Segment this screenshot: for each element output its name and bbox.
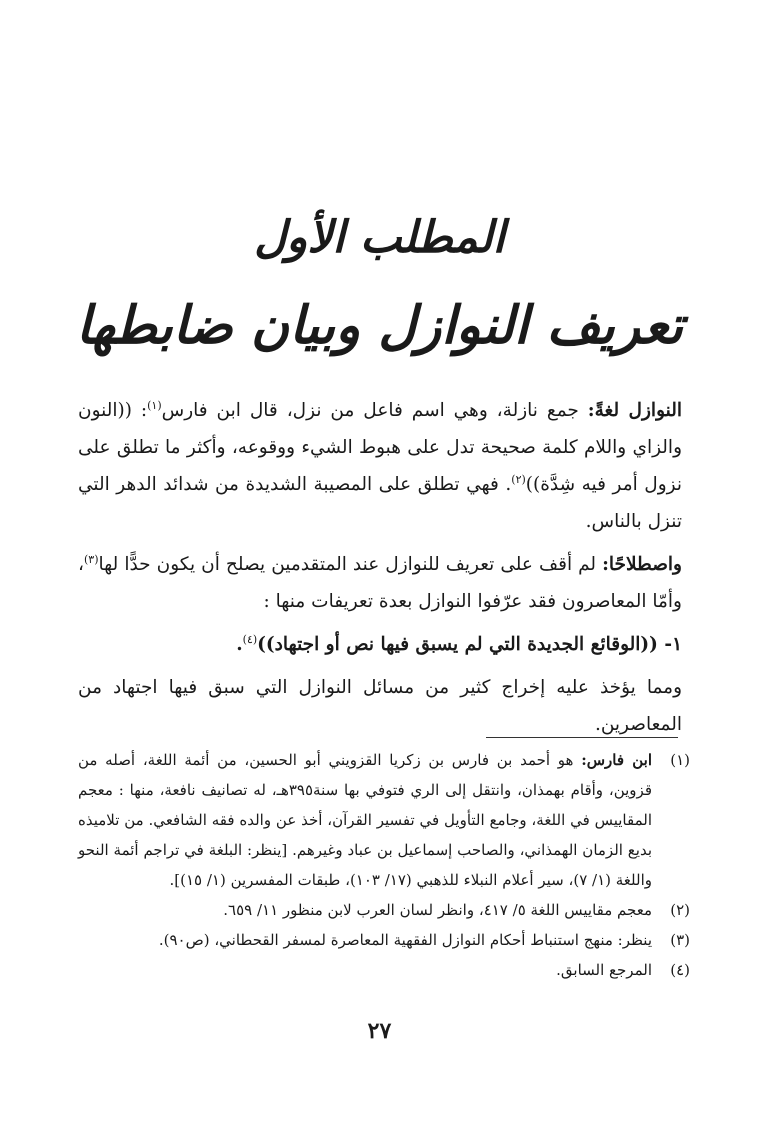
definition-item-1 bbox=[78, 626, 682, 663]
footnote-number: (١) bbox=[670, 751, 690, 769]
footnote bbox=[78, 895, 690, 925]
footnote bbox=[78, 925, 690, 955]
footnote-text bbox=[78, 745, 652, 895]
text-segment: . bbox=[236, 634, 243, 655]
footnote-number: (٤) bbox=[670, 961, 690, 979]
footnote-number: (٢) bbox=[670, 901, 690, 919]
paragraph-technical-definition bbox=[78, 546, 682, 620]
definition-text: ١- ((الوقائع الجديدة التي لم يسبق فيها نص أو اجتهاد)) bbox=[257, 634, 682, 655]
footnotes bbox=[78, 745, 690, 985]
footnote-ref[interactable]: (٢) bbox=[511, 472, 526, 486]
paragraph-linguistic-definition bbox=[78, 392, 682, 540]
paragraph-critique: ومما يؤخذ عليه إخراج كثير من مسائل النوازل التي سبق فيها اجتهاد من المعاصرين. bbox=[78, 677, 682, 735]
footnote-body: معجم مقاييس اللغة ٥/ ٤١٧، وانظر لسان العرب لابن منظور ١١/ ٦٥٩. bbox=[223, 901, 652, 919]
text-segment: : ((النون والزاي واللام كلمة صحيحة تدل على هبوط الشيء ووقوعه، وأكثر ما تطلق على نزول أمر فيه شِدَّة)) bbox=[78, 400, 682, 495]
footnote-body: ينظر: منهج استنباط أحكام النوازل الفقهية المعاصرة لمسفر القحطاني، (ص٩٠). bbox=[158, 931, 652, 949]
main-text bbox=[78, 392, 682, 743]
footnote bbox=[78, 745, 690, 895]
footnote-term: ابن فارس: bbox=[581, 751, 652, 769]
footnote-number: (٣) bbox=[670, 931, 690, 949]
footnote-ref[interactable]: (٣) bbox=[83, 552, 99, 566]
footnote-ref[interactable]: (١) bbox=[147, 398, 162, 412]
footnote-ref[interactable]: (٤) bbox=[242, 632, 258, 646]
text-segment: جمع نازلة، وهي اسم فاعل من نزل، قال ابن فارس bbox=[161, 400, 588, 421]
text-segment: . فهي تطلق على المصيبة الشديدة من شدائد الدهر التي تنزل بالناس. bbox=[78, 474, 682, 532]
page-number: ٢٧ bbox=[367, 1018, 392, 1044]
term-technical: واصطلاحًا: bbox=[602, 554, 682, 575]
footnote-body: المرجع السابق. bbox=[556, 961, 652, 979]
footnote bbox=[78, 955, 690, 985]
text-segment: لم أقف على تعريف للنوازل عند المتقدمين يصلح أن يكون حدًّا لها bbox=[98, 554, 603, 575]
chapter-title: تعريف النوازل وبيان ضابطها bbox=[75, 295, 684, 356]
footnote-body: هو أحمد بن فارس بن زكريا القزويني أبو الحسين، من أئمة اللغة، أصله من قزوين، وأقام بهمذان، وانتقل إلى الري فتوفي بها سنة٣٩٥هـ، له تصانيف نافعة، منها : معجم المقاييس في اللغة، وجامع التأويل في تفسير القرآن، أخذ عن والده فقه الشافعي. من تلاميذه بديع الزمان الهمذاني، والصاحب إسماعيل بن عباد وغيرهم. [ينظر: البلغة في تراجم أئمة النحو واللغة (١/ ٧)، سير أعلام النبلاء للذهبي (١٧/ ١٠٣)، طبقات المفسرين (١/ ١٥)]. bbox=[78, 751, 652, 889]
footnote-separator bbox=[486, 737, 678, 738]
section-heading: المطلب الأول bbox=[254, 212, 505, 263]
term-linguistic: النوازل لغةً: bbox=[587, 400, 682, 421]
text-segment: ، وأمّا المعاصرون فقد عرّفوا النوازل بعدة تعريفات منها : bbox=[78, 554, 682, 612]
